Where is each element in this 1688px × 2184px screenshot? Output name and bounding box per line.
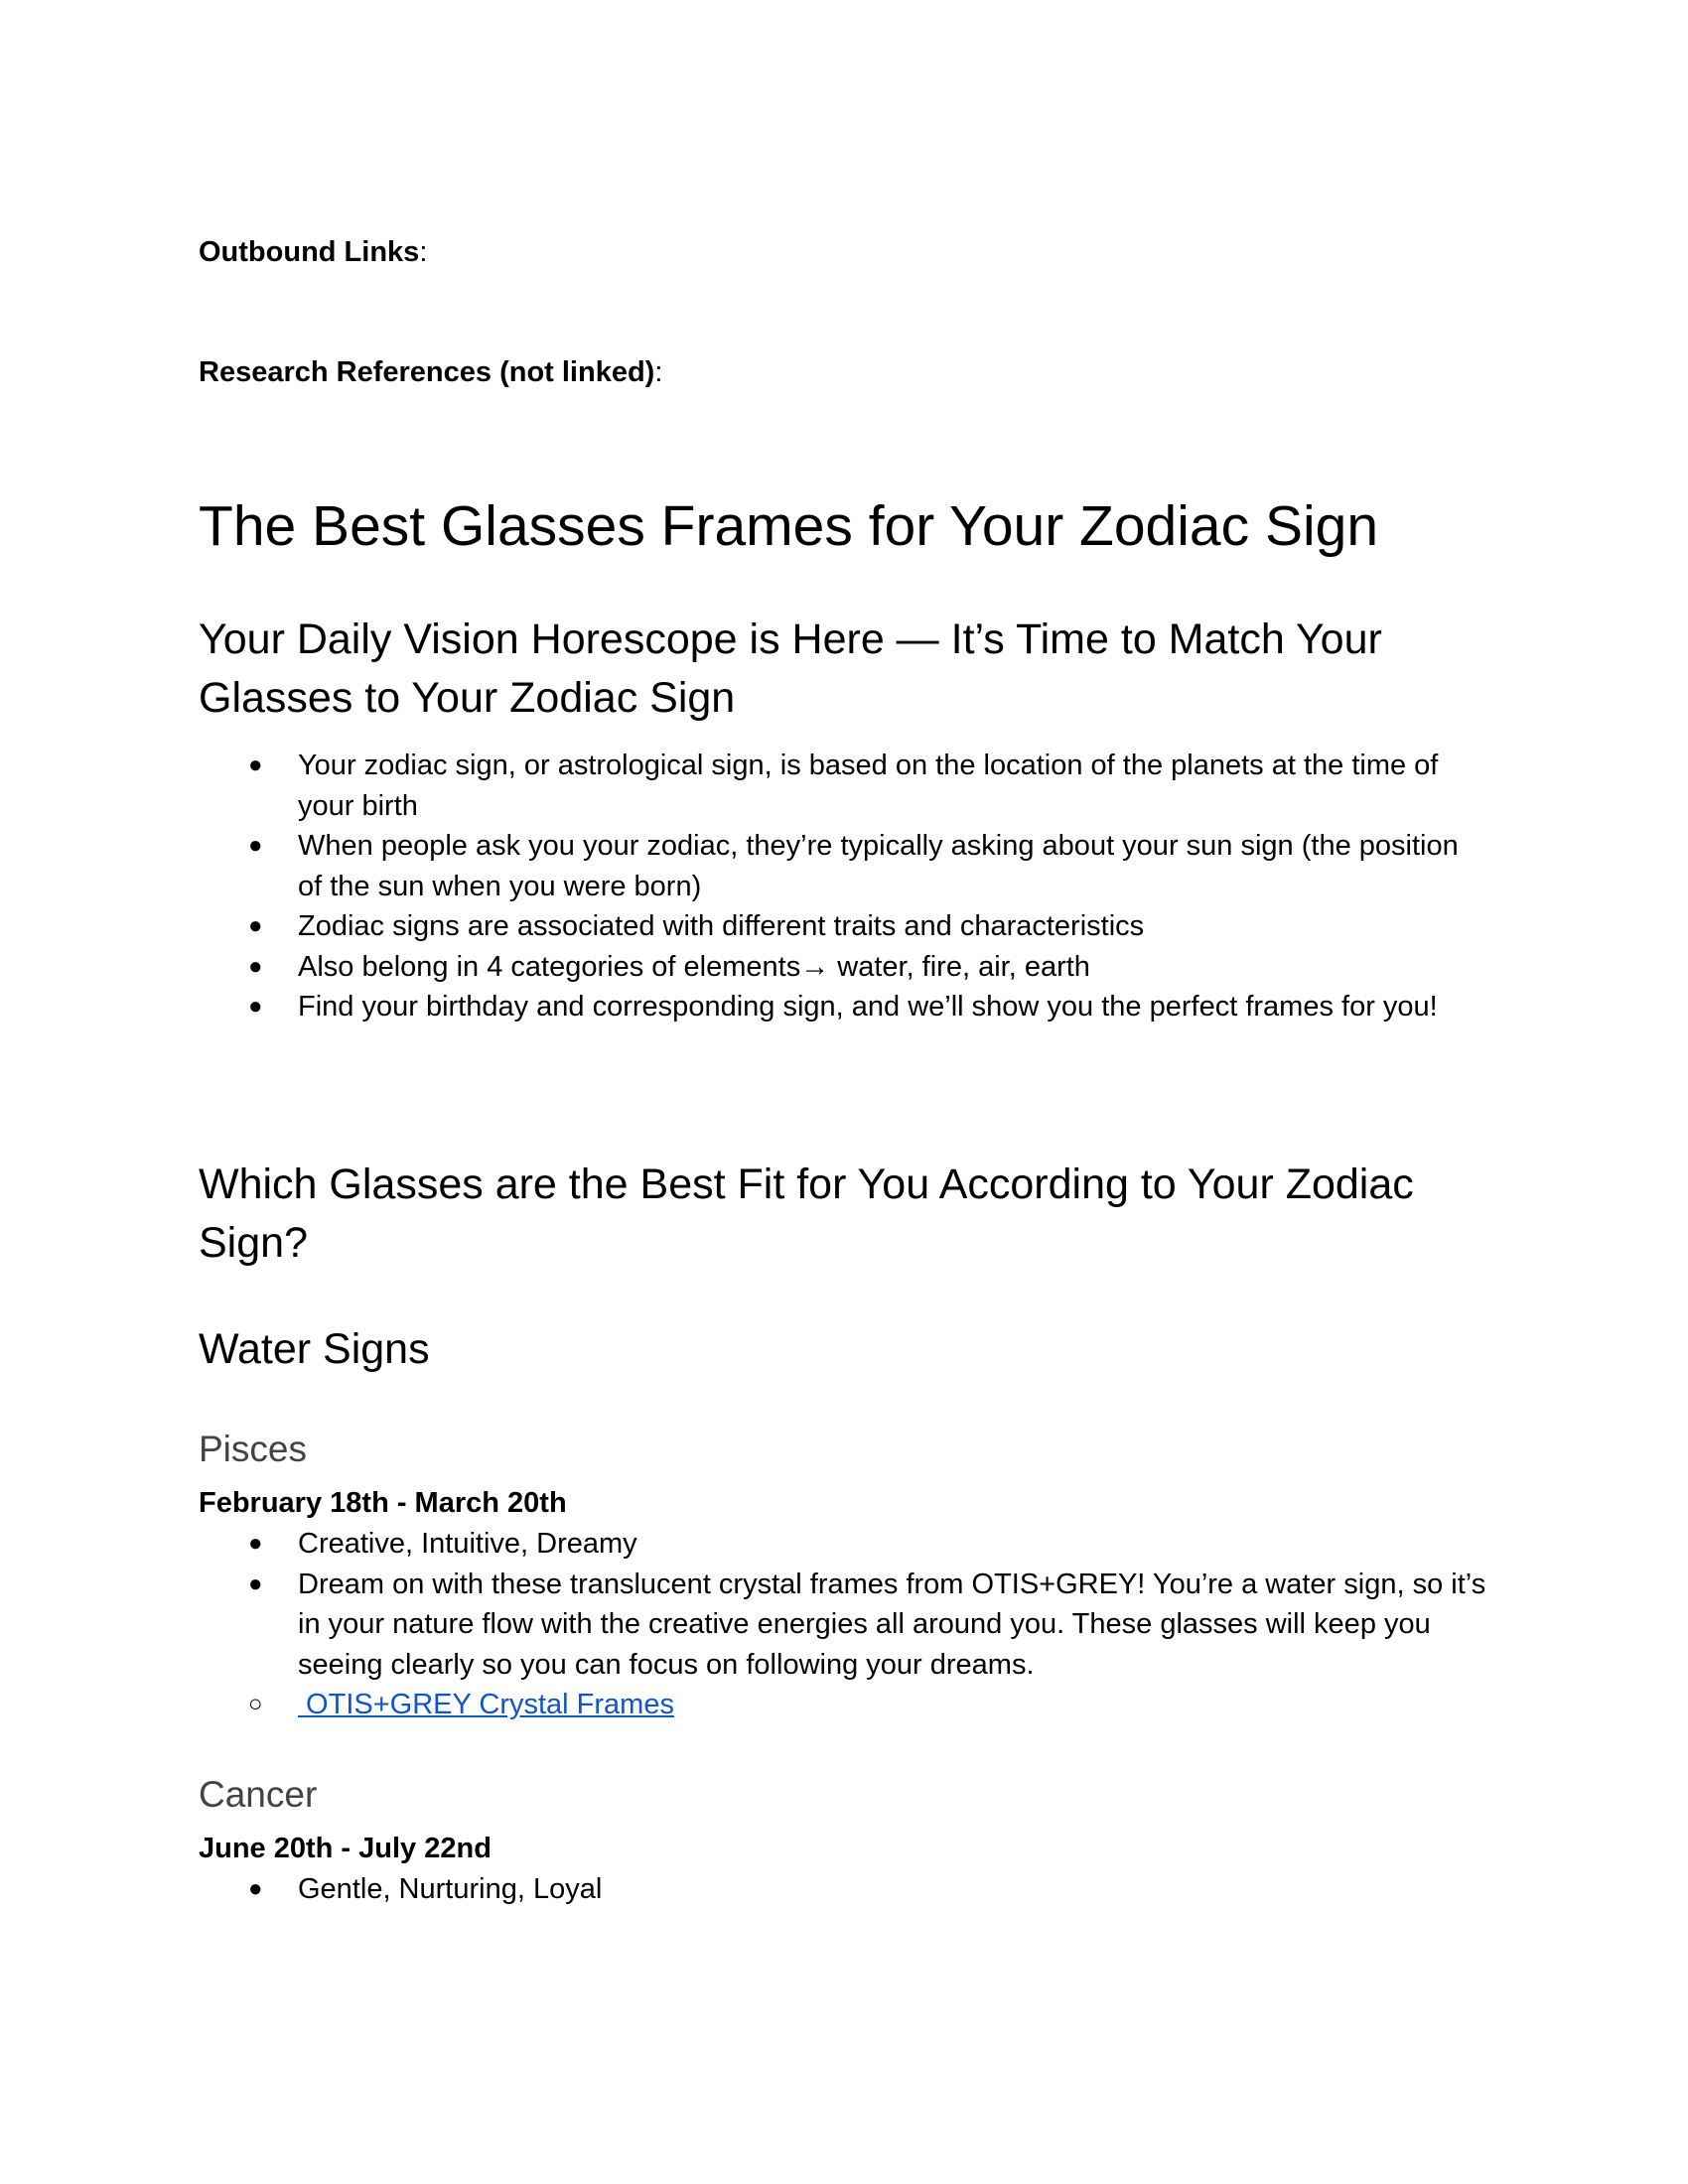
pisces-link-list (199, 1685, 1489, 1725)
list-item (199, 1685, 1489, 1725)
list-item: ● When people ask you your zodiac, they’re typically asking about your sun sign (the position of the sun when you were born) (199, 826, 1489, 906)
cancer-heading: Cancer (199, 1774, 318, 1815)
list-item: ● Zodiac signs are associated with different traits and characteristics (199, 906, 1489, 947)
list-item: ● Find your birthday and corresponding sign, and we’ll show you the perfect frames for you! (199, 987, 1489, 1027)
pisces-bullet-list (199, 1524, 1489, 1725)
outbound-links-label: Outbound Links (199, 236, 420, 268)
cancer-bullet-list (199, 1869, 1489, 1910)
list-item: ● Also belong in 4 categories of elements→ water, fire, air, earth (199, 947, 1489, 988)
cancer-dates: June 20th - July 22nd (199, 1833, 492, 1864)
which-glasses-heading: Which Glasses are the Best Fit for You According to Your Zodiac Sign? (199, 1160, 1414, 1267)
list-item: ● Gentle, Nurturing, Loyal (199, 1869, 1489, 1910)
research-references-line (199, 356, 662, 389)
intro-bullet-list (199, 746, 1489, 1027)
research-references-colon: : (654, 356, 663, 388)
list-item: ● Creative, Intuitive, Dreamy (199, 1524, 1489, 1565)
list-item (199, 1565, 1489, 1725)
outbound-links-line (199, 236, 427, 269)
research-references-label: Research References (not linked) (199, 356, 655, 388)
intro-heading: Your Daily Vision Horescope is Here — It’s Time to Match Your Glasses to Your Zodiac Sign (199, 615, 1382, 722)
pisces-description: Dream on with these translucent crystal frames from OTIS+GREY! You’re a water sign, so it’s in your nature flow with the creative energies all around you. These glasses will keep you seeing clearly so you can focus on following your dreams. (298, 1568, 1486, 1681)
pisces-dates: February 18th - March 20th (199, 1487, 567, 1519)
list-item: ● Your zodiac sign, or astrological sign, is based on the location of the planets at the time of your birth (199, 746, 1489, 826)
pisces-heading: Pisces (199, 1429, 307, 1469)
document-title: The Best Glasses Frames for Your Zodiac Sign (199, 494, 1379, 558)
outbound-links-colon: : (419, 236, 428, 268)
otis-grey-crystal-frames-link[interactable]: OTIS+GREY Crystal Frames (298, 1689, 674, 1720)
water-signs-heading: Water Signs (199, 1325, 430, 1373)
